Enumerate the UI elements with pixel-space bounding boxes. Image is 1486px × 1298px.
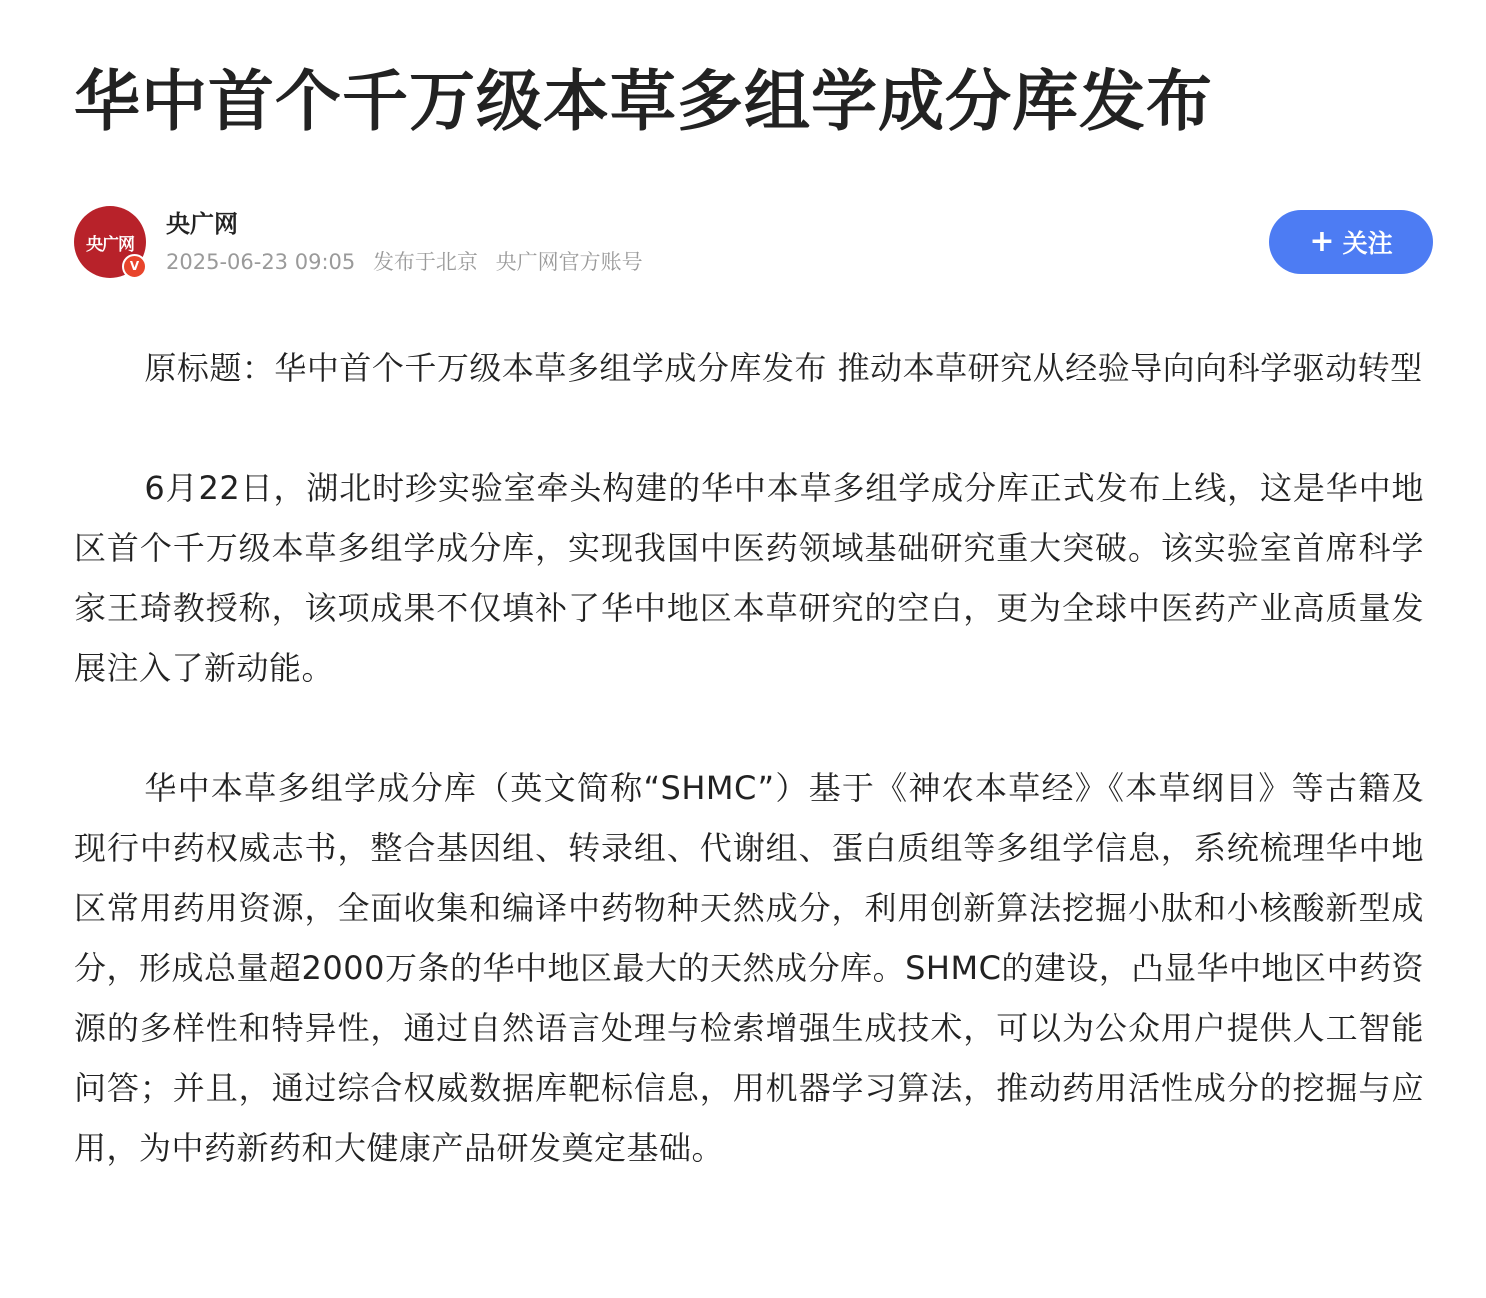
follow-label: 关注: [1342, 229, 1393, 258]
article-title: 华中首个千万级本草多组学成分库发布: [74, 63, 1213, 140]
paragraph-intro: 6月22日，湖北时珍实验室牵头构建的华中本草多组学成分库正式发布上线，这是华中地区首个千万级本草多组学成分库，实现我国中医药领域基础研究重大突破。该实验室首席科学家王琦教授称，该项成果不仅填补了华中地区本草研究的空白，更为全球中医药产业高质量发展注入了新动能。: [74, 469, 1424, 687]
avatar[interactable]: [74, 206, 146, 278]
publish-meta: [166, 248, 643, 276]
account-type: 央广网官方账号: [495, 250, 643, 274]
author-bar: [74, 206, 1434, 278]
follow-button[interactable]: [1269, 210, 1433, 274]
article-body: [74, 338, 1424, 1238]
publish-location: 发布于北京: [372, 250, 478, 274]
paragraph-original-title: 原标题：华中首个千万级本草多组学成分库发布 推动本草研究从经验导向向科学驱动转型: [144, 349, 1423, 387]
author-name[interactable]: 央广网: [166, 210, 238, 238]
publish-datetime: 2025-06-23 09:05: [166, 250, 356, 274]
avatar-logo: 央广网: [86, 234, 134, 255]
plus-icon: +: [1309, 224, 1335, 259]
paragraph-shmc: 华中本草多组学成分库（英文简称“SHMC”）基于《神农本草经》《本草纲目》等古籍及现行中药权威志书，整合基因组、转录组、代谢组、蛋白质组等多组学信息，系统梳理华中地区常用药用资源，全面收集和编译中药物种天然成分，利用创新算法挖掘小肽和小核酸新型成分，形成总量超2000万条的华中地区最大的天然成分库。SHMC的建设，凸显华中地区中药资源的多样性和特异性，通过自然语言处理与检索增强生成技术，可以为公众用户提供人工智能问答；并且，通过综合权威数据库靶标信息，用机器学习算法，推动药用活性成分的挖掘与应用，为中药新药和大健康产品研发奠定基础。: [74, 769, 1424, 1167]
verified-badge-icon: V: [122, 254, 147, 279]
